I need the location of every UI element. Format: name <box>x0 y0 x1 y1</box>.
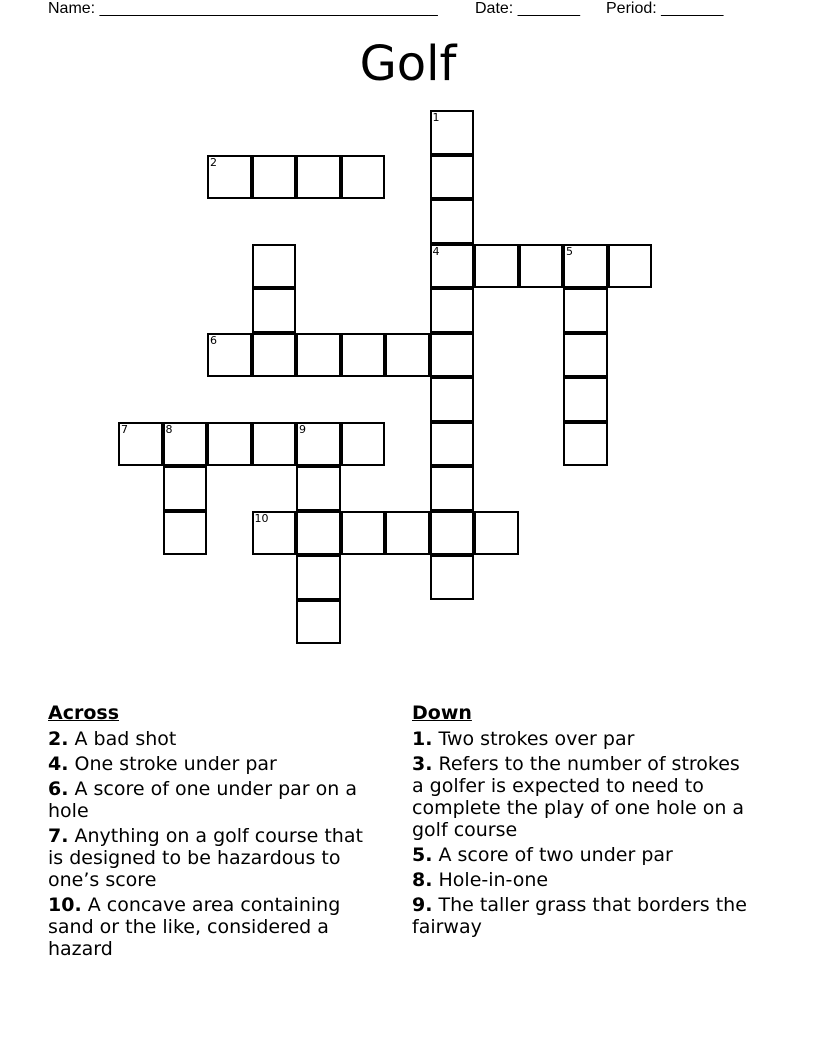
clue-text: A bad shot <box>74 728 177 750</box>
grid-cell[interactable] <box>118 422 163 467</box>
grid-cell[interactable] <box>385 511 430 556</box>
grid-cell[interactable] <box>296 600 341 645</box>
clue-down-1 <box>412 728 757 750</box>
clue-down-5 <box>412 844 757 866</box>
grid-cell[interactable] <box>563 422 608 467</box>
clue-number: 1. <box>412 728 433 750</box>
grid-cell[interactable] <box>430 333 475 378</box>
grid-cell[interactable] <box>430 199 475 244</box>
grid-cell[interactable] <box>385 333 430 378</box>
grid-cell[interactable] <box>430 155 475 200</box>
across-heading: Across <box>48 702 120 724</box>
clue-number-label: 5 <box>566 244 573 258</box>
clue-text: Anything on a golf course that is designed to be hazardous to one’s score <box>48 825 363 891</box>
date-field[interactable]: Date: _______ <box>475 0 580 17</box>
grid-cell[interactable] <box>252 422 297 467</box>
clue-number-label: 6 <box>210 333 217 347</box>
grid-cell[interactable] <box>430 511 475 556</box>
grid-cell[interactable] <box>296 511 341 556</box>
clue-number-label: 4 <box>432 244 440 258</box>
grid-cell[interactable] <box>608 244 653 289</box>
clue-text: Hole-in-one <box>438 869 549 891</box>
clue-text: Refers to the number of strokes a golfer is expected to need to complete the play of one hole on a golf course <box>412 753 745 841</box>
grid-cell[interactable] <box>163 466 208 511</box>
grid-cell[interactable] <box>430 377 475 422</box>
clue-number-label: 9 <box>299 422 306 436</box>
grid-cell[interactable] <box>163 422 208 467</box>
clue-across-6 <box>48 778 383 822</box>
clue-across-7 <box>48 825 383 891</box>
clue-number-label: 1 <box>432 111 440 124</box>
grid-cell[interactable] <box>252 288 297 333</box>
clue-down-3 <box>412 753 757 841</box>
grid-cell[interactable] <box>430 466 475 511</box>
name-field[interactable]: Name: ______________________________________ <box>48 0 438 17</box>
grid-cell[interactable] <box>296 422 341 467</box>
grid-cell[interactable] <box>341 511 386 556</box>
clue-text: Two strokes over par <box>438 728 635 750</box>
grid-cell[interactable] <box>563 244 608 289</box>
grid-cell[interactable] <box>252 333 297 378</box>
grid-cell[interactable] <box>430 288 475 333</box>
clue-number-label: 8 <box>165 422 173 436</box>
grid-cell[interactable] <box>430 555 475 600</box>
grid-cell[interactable] <box>563 377 608 422</box>
grid-cell[interactable] <box>563 333 608 378</box>
clue-number: 2. <box>48 728 69 750</box>
clue-text: A concave area containing sand or the like, considered a hazard <box>48 894 341 960</box>
grid-cell[interactable] <box>430 110 475 155</box>
clue-across-2 <box>48 728 383 750</box>
down-heading: Down <box>412 702 472 724</box>
clue-number: 3. <box>412 753 433 775</box>
clue-text: A score of one under par on a hole <box>48 778 357 822</box>
grid-cell[interactable] <box>296 333 341 378</box>
clue-number: 8. <box>412 869 433 891</box>
clue-text: The taller grass that borders the fairway <box>412 894 747 938</box>
grid-cell[interactable] <box>341 333 386 378</box>
clue-across-10 <box>48 894 383 960</box>
grid-cell[interactable] <box>563 288 608 333</box>
grid-cell[interactable] <box>296 555 341 600</box>
clue-text: One stroke under par <box>74 753 277 775</box>
clue-number-label: 10 <box>254 511 269 525</box>
period-field[interactable]: Period: _______ <box>606 0 724 17</box>
down-clues <box>412 702 757 941</box>
clue-number: 10. <box>48 894 82 916</box>
clue-across-4 <box>48 753 383 775</box>
grid-cell[interactable] <box>252 244 297 289</box>
clue-down-8 <box>412 869 757 891</box>
grid-cell[interactable] <box>252 511 297 556</box>
clue-number: 6. <box>48 778 69 800</box>
grid-cell[interactable] <box>341 155 386 200</box>
grid-cell[interactable] <box>296 466 341 511</box>
grid-cell[interactable] <box>474 244 519 289</box>
across-clues <box>48 702 383 963</box>
clue-down-9 <box>412 894 757 938</box>
grid-cell[interactable] <box>296 155 341 200</box>
grid-cell[interactable] <box>207 422 252 467</box>
grid-cell[interactable] <box>474 511 519 556</box>
clue-text: A score of two under par <box>438 844 673 866</box>
grid-cell[interactable] <box>207 155 252 200</box>
grid-cell[interactable] <box>430 422 475 467</box>
clue-number: 9. <box>412 894 433 916</box>
grid-cell[interactable] <box>341 422 386 467</box>
clue-number: 5. <box>412 844 433 866</box>
clue-number-label: 2 <box>210 155 217 169</box>
grid-cell[interactable] <box>207 333 252 378</box>
grid-cell[interactable] <box>252 155 297 200</box>
clue-number-label: 7 <box>121 422 128 436</box>
clue-number: 4. <box>48 753 69 775</box>
grid-cell[interactable] <box>163 511 208 556</box>
clue-number: 7. <box>48 825 69 847</box>
grid-cell[interactable] <box>430 244 475 289</box>
page-title: Golf <box>359 36 457 92</box>
grid-cell[interactable] <box>519 244 564 289</box>
